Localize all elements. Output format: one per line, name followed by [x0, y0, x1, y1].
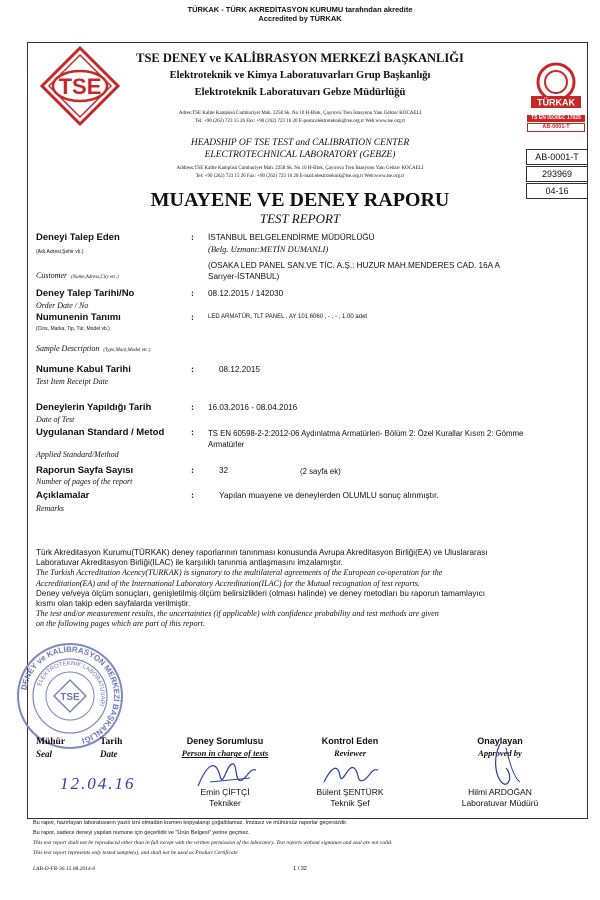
colon: :: [191, 364, 194, 374]
approver-label: Onaylayan: [477, 736, 523, 746]
seal-label: Mühür: [36, 737, 66, 747]
colon: :: [191, 312, 194, 322]
statement-en-3: The test and/or measurement results, the uncertainties (if applicable) with confidence probability and test methods are given: [36, 609, 439, 619]
standard-en-label: Applied Standard/Method: [36, 450, 119, 459]
pages-note: (2 sayfa ek): [300, 467, 341, 476]
footer-en-2: This test report represents only tested sample(s), and shall not be used as Product Certificate: [33, 850, 238, 856]
report-title-en: TEST REPORT: [259, 211, 341, 226]
customer-city: Sarıyer-İSTANBUL): [208, 272, 280, 281]
accreditation-statement: [36, 548, 581, 630]
colon: :: [191, 490, 194, 500]
colon: :: [191, 427, 194, 437]
group-name: Elektroteknik ve Kimya Laboratuvarları Grup Başkanlığı: [169, 70, 431, 81]
reviewer-en-label: Reviewer: [333, 748, 367, 758]
page-number: 1 / 32: [293, 866, 307, 872]
approver-name: Hilmi ARDOĞAN: [468, 787, 532, 797]
handwritten-date: 12.04.16: [60, 774, 136, 793]
sample-value: LED ARMATÜR, TLT PANEL , AY 101 6060 , - , - , 1.00 adet: [208, 314, 368, 320]
receipt-value: 08.12.2015: [219, 365, 260, 374]
tse-logo-text: TSE: [58, 74, 102, 99]
footer-tr-2: Bu rapor, sadece deneyi yapılan numune için geçerlidir ve "Ürün Belgesi" yerine geçmez.: [33, 830, 250, 836]
turkak-emblem-icon: [527, 60, 585, 110]
turkak-logo: [527, 60, 585, 140]
test-date-value: 16.03.2016 - 08.04.2016: [208, 403, 298, 412]
sample-label: Numunenin Tanımı: [36, 312, 121, 323]
test-date-label: Deneylerin Yapıldığı Tarih: [36, 402, 152, 413]
standard-value: TS EN 60598-2-2:2012-06 Aydınlatma Armatürleri- Bölüm 2: Özel Kurallar Kısım 2: Gömme: [208, 429, 524, 438]
receipt-en-label: Test Item Receipt Date: [36, 377, 109, 386]
sample-sub-label: (Cins, Marka, Tip, Tür, Model vb.): [36, 326, 110, 332]
statement-tr-1: Türk Akreditasyon Kurumu(TÜRKAK) deney raporlarının tanınması konusunda Avrupa Akreditasyon Birliği(EA) ve Uluslararası: [36, 548, 488, 557]
colon: :: [191, 288, 194, 298]
stamp-inner-text: ELEKTROTEKNİK LABORATUVARI: [36, 660, 106, 707]
remarks-label: Açıklamalar: [36, 490, 90, 501]
phone-en: Tel: +90 (262) 723 15 26 Fax: +90 (262) 723 16 20 E-mail:elektroteknik@tse.org.tr Web:www.tse.org.tr: [195, 174, 405, 179]
standard-value-cont: Armatürler: [208, 440, 245, 449]
address-en: Address:TSE Kalite Kampüsü Cumhuriyet Mah. 2258 Sk. No 10 H-Blok, Çayırova Tren İstasyonu Yanı Gebze/ KOCAELİ: [176, 166, 424, 171]
customer-label: Deneyi Talep Eden: [36, 232, 120, 243]
report-title: MUAYENE VE DENEY RAPORU: [150, 189, 450, 211]
directorate-name: Elektroteknik Laboratuvarı Gebze Müdürlüğü: [194, 87, 406, 98]
statement-tr-2: Laboratuvar Akreditasyon Birliği(ILAC) ile karşılıklı tanınma antlaşmasını imzalamıştır.: [36, 558, 343, 568]
statement-en-1: The Turkish Accreditation Acency(TURKAK) is signatory to the multilateral agreements of the European co-operation for the: [36, 568, 443, 578]
customer-sub-label: (Adı,Adresi,Şehir vb.): [36, 249, 84, 255]
sample-en-label-group: [36, 338, 150, 356]
ref-date-code: 04-16: [526, 183, 588, 199]
remarks-en-label: Remarks: [36, 504, 64, 513]
turkak-standard: TS EN ISO/IEC 17025: [527, 115, 585, 122]
institution-name: TSE DENEY ve KALİBRASYON MERKEZİ BAŞKANLIĞI: [136, 51, 464, 65]
stamp-center-text: TSE: [60, 692, 80, 703]
colon: :: [191, 232, 194, 242]
order-en-label: Order Date / No: [36, 301, 89, 310]
responsible-en-label: Person in charge of tests: [181, 748, 269, 758]
headship-en-2: ELECTROTECHNICAL LABORATORY (GEBZE): [204, 150, 396, 160]
address-tr: Adres:TSE Kalite Kampüsü Cumhuriyet Mah. 2258 Sk. No 10 H-Blok, Çayırova Tren İstasyonu Yanı Gebze/ KOCAELİ: [178, 111, 422, 116]
customer-name: İSTANBUL BELGELENDİRME MÜDÜRLÜĞÜ: [208, 233, 375, 242]
reviewer-name: Bülent ŞENTÜRK: [316, 787, 384, 797]
statement-tr-3: Deney ve/veya ölçüm sonuçları, genişletilmiş ölçüm belirsizlikleri (olması halinde) ve deney metodları bu raporun tamamlayıcı: [36, 588, 485, 598]
stamp-outer-text: DENEY ve KALİBRASYON MERKEZİ BAŞKANLIĞI: [19, 644, 122, 746]
turkak-code: AB-0001-T: [527, 123, 585, 132]
responsible-name: Emin ÇİFTÇİ: [200, 787, 250, 797]
customer-contact: (Belg. Uzmanı:METİN DUMANLI): [208, 244, 329, 254]
pages-label: Raporun Sayfa Sayısı: [36, 465, 134, 476]
customer-en-label-group: [36, 265, 119, 283]
seal-en-label: Seal: [36, 749, 53, 759]
reviewer-signature-icon: [318, 758, 382, 790]
remarks-value: Yapılan muayene ve deneylerden OLUMLU sonuç alınmıştır.: [219, 491, 439, 500]
statement-en-4: on the following pages which are part of this report.: [36, 619, 205, 629]
colon: :: [191, 402, 194, 412]
standard-label: Uygulanan Standard / Metod: [36, 427, 165, 438]
order-label: Deney Talep Tarihi/No: [36, 288, 135, 299]
tse-logo: [40, 46, 120, 126]
customer-company: (OSAKA LED PANEL SAN.VE TİC. A.Ş.: HUZUR MAH.MENDERES CAD. 16A A: [208, 261, 500, 270]
statement-en-2: Accreditation(EA) and of the International Laboratory Accreditation(ILAC) for the Mutual recognation of test reports.: [36, 578, 420, 588]
headship-en-1: HEADSHIP OF TSE TEST and CALIBRATION CENTER: [190, 138, 410, 148]
receipt-label: Numune Kabul Tarihi: [36, 364, 131, 375]
accreditation-line-2: Accredited by TÜRKAK: [258, 14, 342, 23]
responsible-role: Tekniker: [209, 798, 241, 808]
turkak-logo-text: TÜRKAK: [537, 97, 575, 108]
customer-en-sub-label: (Name,Adress,City etc.): [71, 275, 119, 280]
ref-accreditation-no: AB-0001-T: [526, 149, 588, 165]
responsible-label: Deney Sorumlusu: [186, 736, 264, 746]
ref-report-no: 293969: [526, 166, 588, 182]
sample-en-sub-label: (Type,Mark,Model etc.): [103, 348, 151, 353]
statement-tr-4: kısmı olan takip eden sayfalarda verilmiştir.: [36, 599, 191, 609]
pages-en-label: Number of pages of the report: [36, 477, 133, 486]
approver-role: Laboratuvar Müdürü: [461, 798, 539, 808]
official-seal-stamp: [14, 640, 126, 752]
pages-value: 32: [219, 466, 229, 475]
phone-tr: Tel: +90 (262) 723 15 26 Fax: +90 (262) 723 16 20 E-posta:elektroteknik@tse.org.tr Web:www.tse.org.tr: [194, 119, 406, 124]
colon: :: [191, 465, 194, 475]
footer-en-1: This test report shall not be reproduced other than in full except with the written permission of the laboratory. Test reports without signature and seal are not valid.: [33, 840, 393, 846]
approver-signature-icon: [470, 740, 530, 788]
footer-notes: [33, 820, 583, 857]
date-label: Tarih: [100, 737, 123, 747]
date-en-label: Date: [100, 749, 118, 759]
reviewer-role: Teknik Şef: [330, 798, 370, 808]
reviewer-label: Kontrol Eden: [321, 736, 379, 746]
form-code: LAB-D-FR-36.15.08.2014-0: [33, 866, 96, 872]
order-value: 08.12.2015 / 142030: [208, 289, 284, 298]
test-date-en-label: Date of Test: [36, 415, 75, 424]
footer-tr-1: Bu rapor, hazırlayan laboratuvarın yazılı izni olmadan kısmen kopyalanıp çoğaltılamaz. İmzasız ve mühürsüz raporlar geçersizdir.: [33, 820, 348, 826]
accreditation-line-1: TÜRKAK - TÜRK AKREDİTASYON KURUMU tarafından akredite: [187, 5, 413, 14]
sample-en-label: Sample Description: [36, 344, 100, 353]
approver-en-label: Approved by: [478, 748, 522, 758]
customer-en-label: Customer: [36, 271, 68, 280]
